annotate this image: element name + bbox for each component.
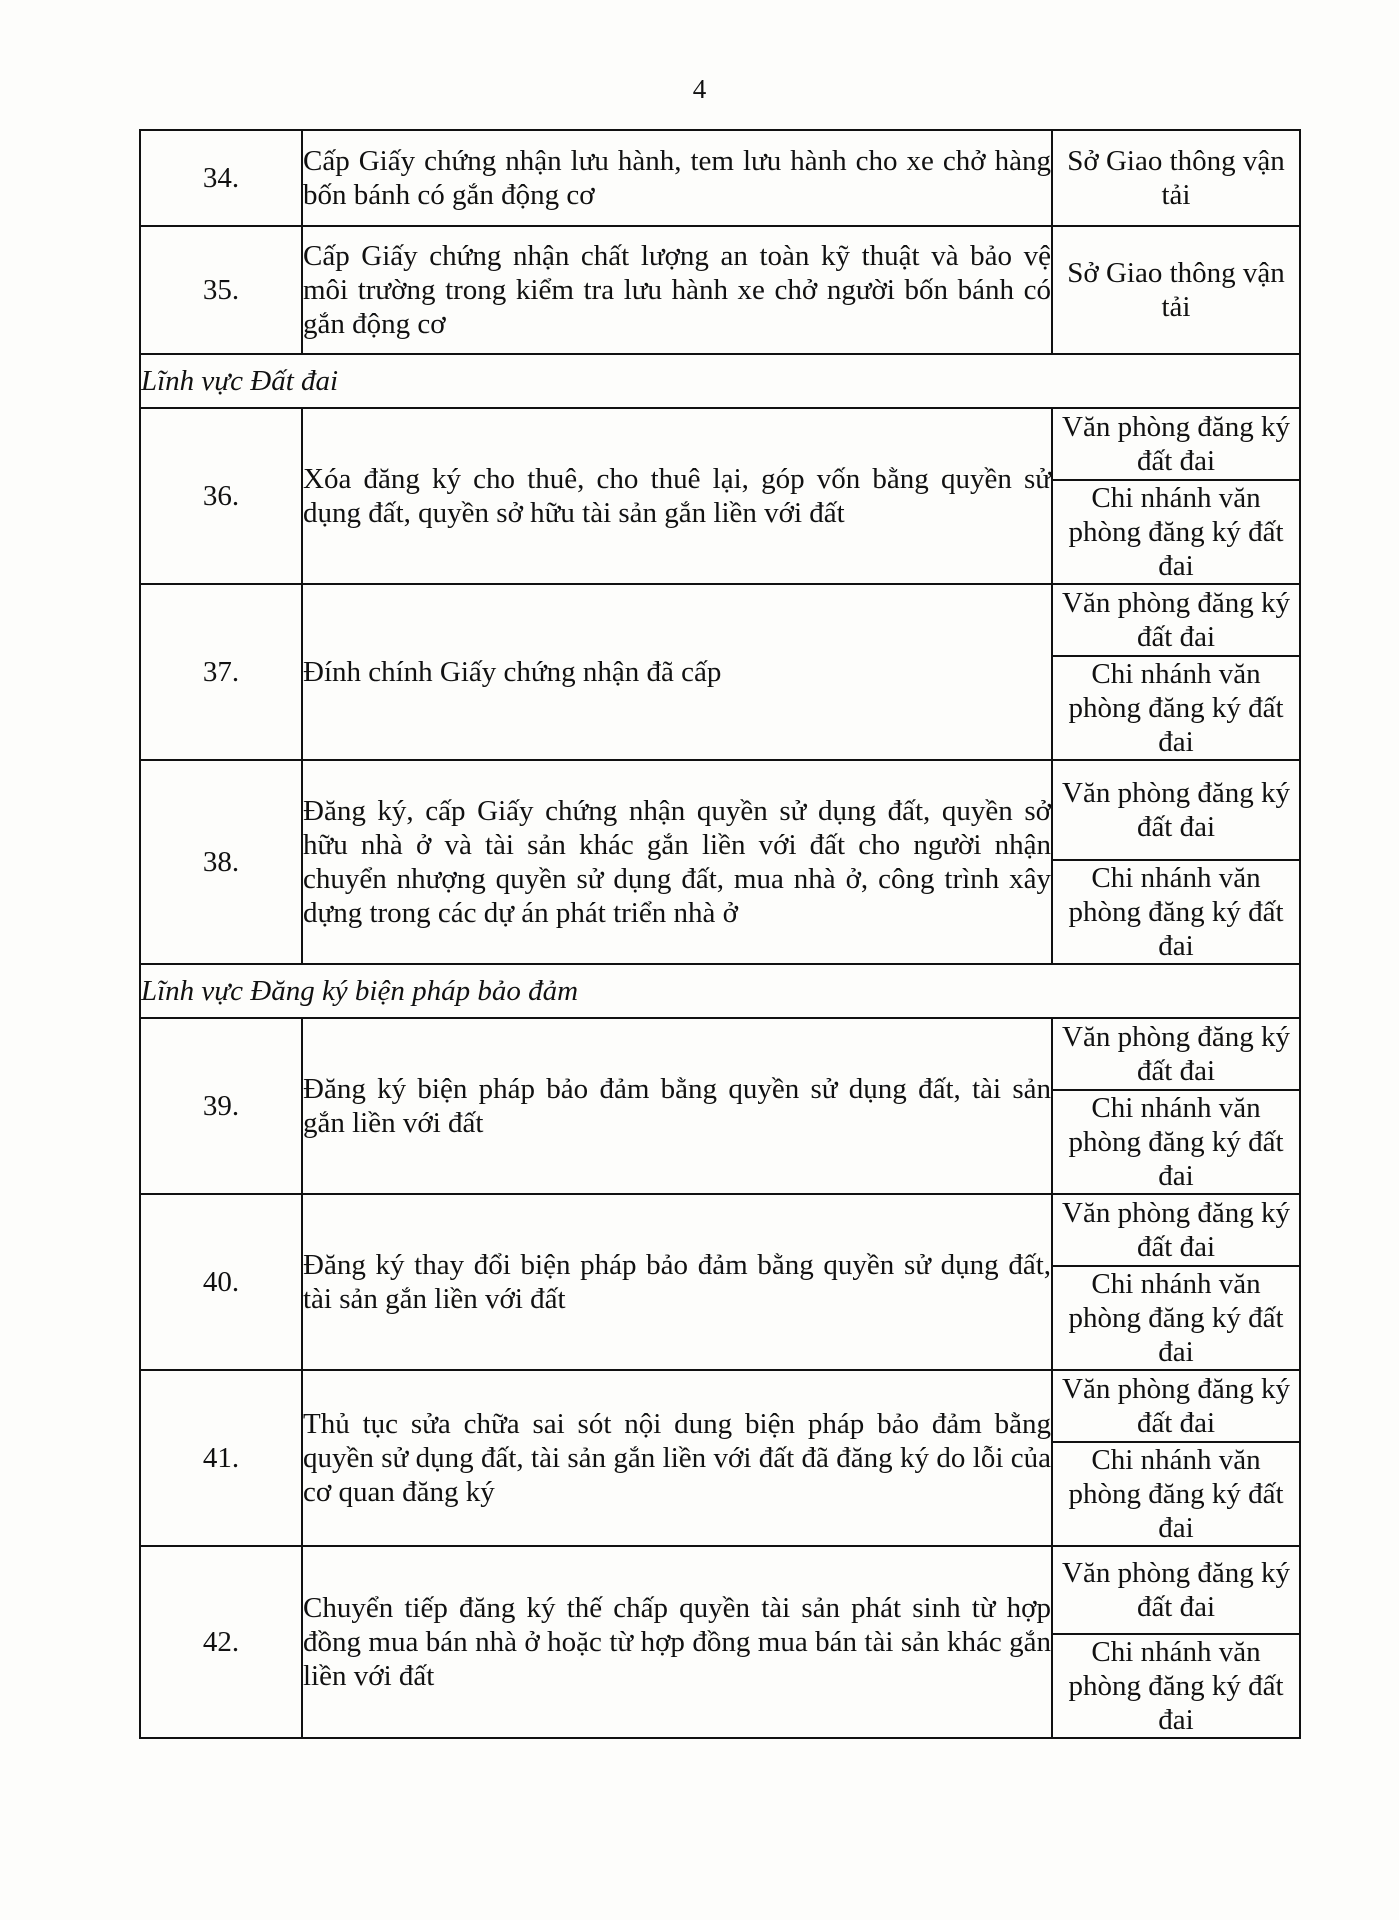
agency-cell: Sở Giao thông vận tải xyxy=(1052,130,1300,226)
section-title: Lĩnh vực Đăng ký biện pháp bảo đảm xyxy=(140,964,1300,1018)
agency-cell: Chi nhánh văn phòng đăng ký đất đai xyxy=(1052,1634,1300,1738)
procedure-name: Đăng ký, cấp Giấy chứng nhận quyền sử dụng đất, quyền sở hữu nhà ở và tài sản khác gắn liền với đất cho người nhận chuyển nhượng quyền sử dụng đất, mua nhà ở, công trình xây dựng trong các dự án phát triển nhà ở xyxy=(302,760,1052,964)
row-number: 42. xyxy=(140,1546,302,1738)
table-row xyxy=(140,130,1300,226)
row-number: 40. xyxy=(140,1194,302,1370)
procedure-name: Đăng ký biện pháp bảo đảm bằng quyền sử dụng đất, tài sản gắn liền với đất xyxy=(302,1018,1052,1194)
table-row xyxy=(140,1018,1300,1090)
section-title: Lĩnh vực Đất đai xyxy=(140,354,1300,408)
table-row xyxy=(140,760,1300,860)
agency-cell: Sở Giao thông vận tải xyxy=(1052,226,1300,354)
procedure-name: Cấp Giấy chứng nhận lưu hành, tem lưu hành cho xe chở hàng bốn bánh có gắn động cơ xyxy=(302,130,1052,226)
procedure-name: Xóa đăng ký cho thuê, cho thuê lại, góp vốn bằng quyền sử dụng đất, quyền sở hữu tài sản gắn liền với đất xyxy=(302,408,1052,584)
table-row xyxy=(140,408,1300,480)
procedure-name: Cấp Giấy chứng nhận chất lượng an toàn kỹ thuật và bảo vệ môi trường trong kiểm tra lưu hành xe chở người bốn bánh có gắn động cơ xyxy=(302,226,1052,354)
table-row xyxy=(140,1370,1300,1442)
agency-cell: Chi nhánh văn phòng đăng ký đất đai xyxy=(1052,480,1300,584)
agency-cell: Chi nhánh văn phòng đăng ký đất đai xyxy=(1052,860,1300,964)
row-number: 35. xyxy=(140,226,302,354)
procedure-name: Thủ tục sửa chữa sai sót nội dung biện pháp bảo đảm bằng quyền sử dụng đất, tài sản gắn liền với đất đã đăng ký do lỗi của cơ quan đăng ký xyxy=(302,1370,1052,1546)
section-header-row xyxy=(140,964,1300,1018)
page-number: 4 xyxy=(692,74,707,104)
table-row xyxy=(140,1194,1300,1266)
procedure-table xyxy=(139,129,1301,1739)
procedure-name: Chuyển tiếp đăng ký thế chấp quyền tài sản phát sinh từ hợp đồng mua bán nhà ở hoặc từ hợp đồng mua bán tài sản khác gắn liền với đất xyxy=(302,1546,1052,1738)
agency-cell: Chi nhánh văn phòng đăng ký đất đai xyxy=(1052,656,1300,760)
agency-cell: Văn phòng đăng ký đất đai xyxy=(1052,1370,1300,1442)
table-row xyxy=(140,584,1300,656)
agency-cell: Văn phòng đăng ký đất đai xyxy=(1052,760,1300,860)
row-number: 36. xyxy=(140,408,302,584)
table-row xyxy=(140,1546,1300,1634)
agency-cell: Chi nhánh văn phòng đăng ký đất đai xyxy=(1052,1266,1300,1370)
row-number: 38. xyxy=(140,760,302,964)
row-number: 34. xyxy=(140,130,302,226)
agency-cell: Văn phòng đăng ký đất đai xyxy=(1052,1018,1300,1090)
agency-cell: Văn phòng đăng ký đất đai xyxy=(1052,584,1300,656)
table-row xyxy=(140,226,1300,354)
procedure-name: Đính chính Giấy chứng nhận đã cấp xyxy=(302,584,1052,760)
agency-cell: Chi nhánh văn phòng đăng ký đất đai xyxy=(1052,1090,1300,1194)
agency-cell: Chi nhánh văn phòng đăng ký đất đai xyxy=(1052,1442,1300,1546)
agency-cell: Văn phòng đăng ký đất đai xyxy=(1052,1194,1300,1266)
agency-cell: Văn phòng đăng ký đất đai xyxy=(1052,1546,1300,1634)
agency-cell: Văn phòng đăng ký đất đai xyxy=(1052,408,1300,480)
row-number: 37. xyxy=(140,584,302,760)
row-number: 41. xyxy=(140,1370,302,1546)
row-number: 39. xyxy=(140,1018,302,1194)
section-header-row xyxy=(140,354,1300,408)
procedure-name: Đăng ký thay đổi biện pháp bảo đảm bằng quyền sử dụng đất, tài sản gắn liền với đất xyxy=(302,1194,1052,1370)
procedure-table-body xyxy=(140,130,1300,1738)
